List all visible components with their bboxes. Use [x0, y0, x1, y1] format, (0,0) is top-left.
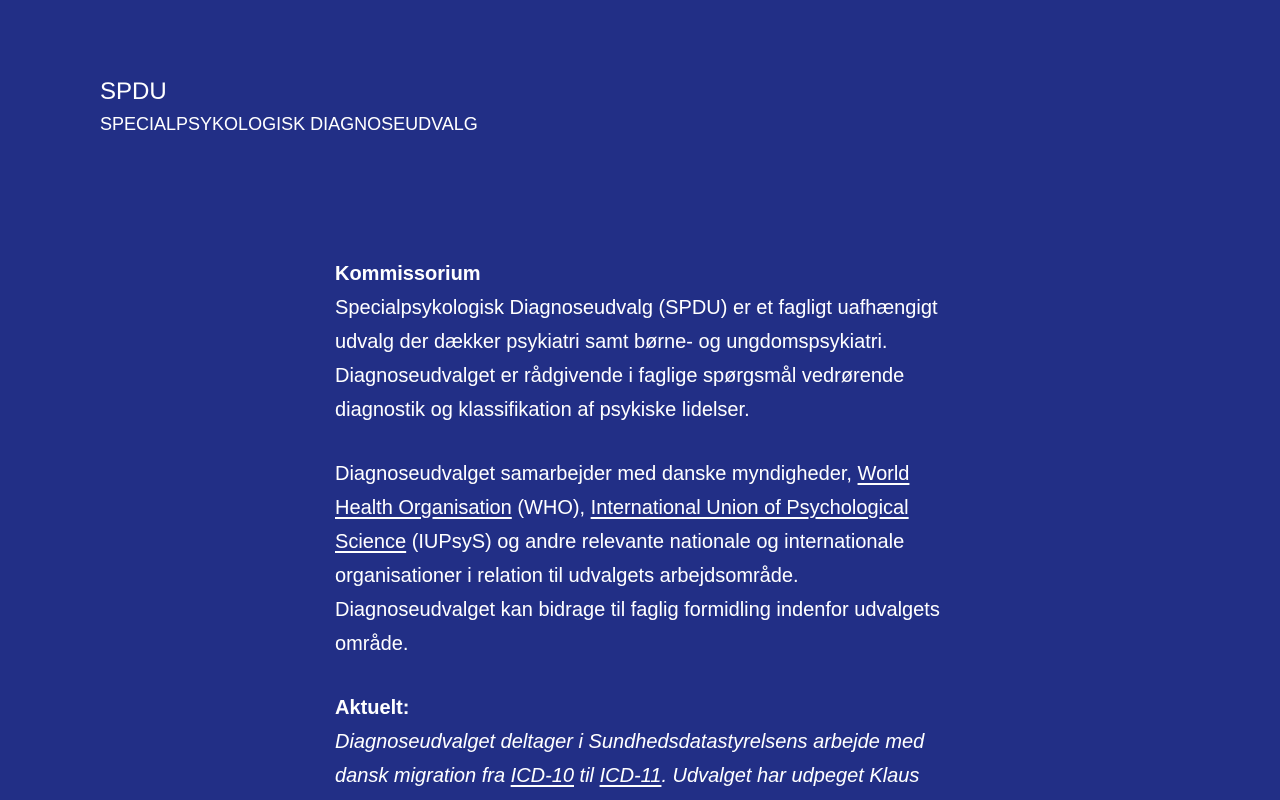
- samarbejde-text-3: (IUPsyS) og andre relevante nationale og internationale organisationer i relation til udvalgets arbejdsområde. Diagnoseudvalget kan bidrage til faglig formidling indenfor udvalgets område.: [335, 531, 940, 655]
- kommissorium-heading: Kommissorium: [335, 263, 481, 285]
- kommissorium-section: [335, 257, 955, 427]
- icd11-link[interactable]: ICD-11: [599, 765, 662, 787]
- site-description: SPECIALPSYKOLOGISK DIAGNOSEUDVALG: [100, 114, 478, 134]
- iupsys-link[interactable]: International Union of Psychological Science: [335, 497, 909, 553]
- aktuelt-text-2: til: [574, 765, 600, 787]
- kommissorium-text: Specialpsykologisk Diagnoseudvalg (SPDU) er et fagligt uafhængigt udvalg der dækker psykiatri samt børne- og ungdomspsykiatri. Diagnoseudvalget er rådgivende i faglige spørgsmål vedrørende diagnostik og klassifikation af psykiske lidelser.: [335, 297, 938, 421]
- site-title-link[interactable]: SPDU: [100, 78, 167, 105]
- aktuelt-heading: Aktuelt:: [335, 697, 410, 719]
- main-content: [335, 257, 955, 793]
- aktuelt-text-1: Diagnoseudvalget deltager i Sundhedsdatastyrelsens arbejde med dansk migration fra: [335, 731, 925, 787]
- who-link[interactable]: World Health Organisation: [335, 463, 910, 519]
- samarbejde-text-2: (WHO),: [511, 497, 591, 519]
- site-header: [100, 76, 478, 136]
- icd10-link[interactable]: ICD-10: [510, 765, 574, 787]
- samarbejde-section: [335, 457, 955, 661]
- aktuelt-text: [335, 731, 924, 787]
- aktuelt-section: [335, 691, 955, 793]
- samarbejde-text-1: Diagnoseudvalget samarbejder med danske myndigheder,: [335, 463, 858, 485]
- aktuelt-text-3: . Udvalget har udpeget Klaus: [661, 765, 920, 787]
